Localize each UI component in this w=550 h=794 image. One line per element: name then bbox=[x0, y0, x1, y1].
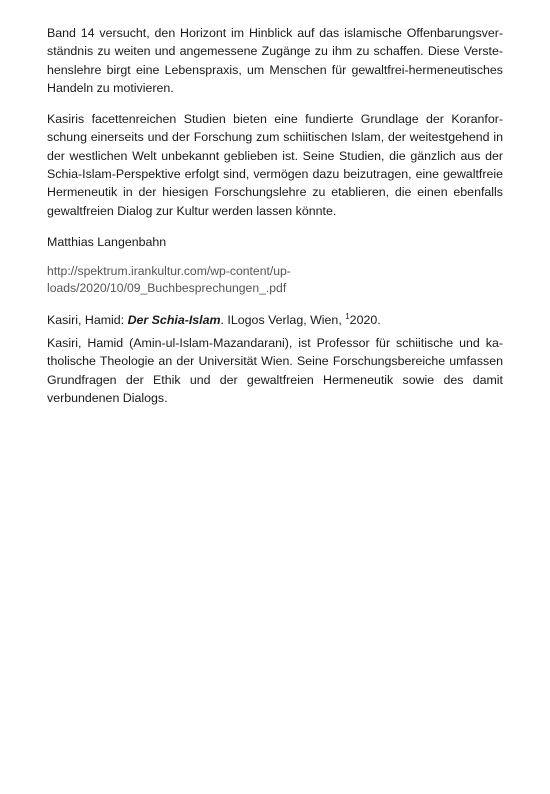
author-bio: Kasiri, Hamid (Amin-ul-Islam-Mazandarani), ist Professor für schiitische und katholische Theologie an der Universität Wien. Seine Forschungsbereiche umfassen Grundfragen der Ethik und der gewaltfreien Hermeneutik sowie des damit verbundenen Dialogs. bbox=[47, 335, 503, 405]
citation-publisher: . ILogos Verlag, Wien, bbox=[220, 312, 346, 327]
citation-edition: 1 bbox=[345, 311, 350, 321]
author-name: Matthias Langenbahn bbox=[47, 234, 167, 249]
source-url-line-1[interactable]: http://spektrum.irankultur.com/wp-content/up- bbox=[47, 263, 291, 278]
book-title: Der Schia-Islam bbox=[127, 312, 221, 327]
paragraph-review: Kasiris facettenreichen Studien bieten eine fundierte Grundlage der Koranforschung einerseits und der Forschung zum schiitischen Islam, der weitestgehend in der westlichen Welt unbekannt geblieben ist. Seine Studien, die gänzlich aus der Schia-Islam-Perspektive erfolgt sind, vermögen dazu beizutragen, eine gewaltfreie Hermeneutik in der hiesigen Forschungslehre zu etablieren, die einen ebenfalls gewaltfreien Dialog zur Kultur werden lassen könnte. bbox=[47, 112, 503, 218]
citation-prefix: Kasiri, Hamid: bbox=[47, 312, 128, 327]
paragraph-intro: Band 14 versucht, den Horizont im Hinblick auf das islamische Offenbarungsverständnis zu weiten und angemessene Zugänge zu ihm zu schaffen. Diese Verstehenslehre birgt eine Lebenspraxis, um Menschen für gewaltfrei-hermeneutisches Handeln zu motivieren. bbox=[47, 26, 503, 95]
source-url[interactable] bbox=[47, 263, 503, 297]
source-url-line-2[interactable]: loads/2020/10/09_Buchbesprechungen_.pdf bbox=[47, 280, 287, 295]
citation-year: 2020. bbox=[349, 312, 381, 327]
book-citation bbox=[47, 311, 503, 329]
